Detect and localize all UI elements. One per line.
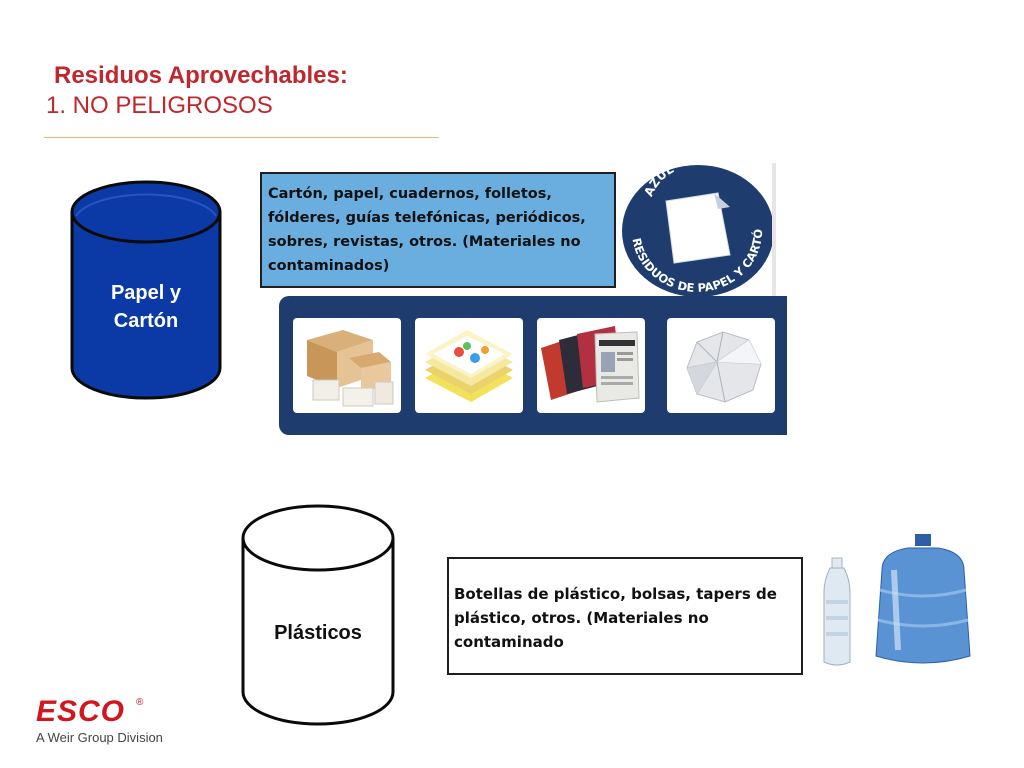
paper-examples-strip — [279, 296, 787, 435]
badge-top-text: AZUL — [641, 163, 677, 199]
paper-description: Cartón, papel, cuadernos, folletos, fólderes, guías telefónicas, periódicos, sobres, revistas, otros. (Materiales no contaminados) — [260, 172, 616, 288]
brand-logo: ESCO — [36, 695, 126, 728]
paper-bin-label-line2: Cartón — [113, 310, 179, 332]
plastic-bin-icon — [236, 494, 400, 730]
paper-bin-icon — [64, 172, 228, 404]
plastic-bottle-icon — [824, 558, 850, 665]
notebooks-icon — [415, 318, 523, 413]
page-title: Residuos Aprovechables: — [54, 62, 348, 89]
paper-sheet-icon — [666, 193, 730, 263]
water-jug-icon — [876, 534, 970, 663]
paper-bin-label-line1: Papel y — [110, 282, 182, 304]
registered-mark: ® — [136, 697, 144, 708]
badge-ring-text: RESIDUOS DE PAPEL Y CARTÓ — [629, 228, 766, 295]
cardboard-boxes-icon — [293, 318, 401, 413]
title-divider — [44, 137, 439, 138]
page-subtitle: 1. NO PELIGROSOS — [46, 92, 273, 119]
plastic-bin-label: Plásticos — [274, 622, 362, 644]
magazines-icon — [537, 318, 645, 413]
crumpled-paper-icon — [667, 318, 775, 413]
brand-tagline: A Weir Group Division — [36, 730, 163, 745]
paper-bin-badge — [610, 163, 776, 299]
plastic-description: Botellas de plástico, bolsas, tapers de plástico, otros. (Materiales no contaminado — [447, 557, 803, 675]
plastic-examples — [812, 530, 980, 672]
